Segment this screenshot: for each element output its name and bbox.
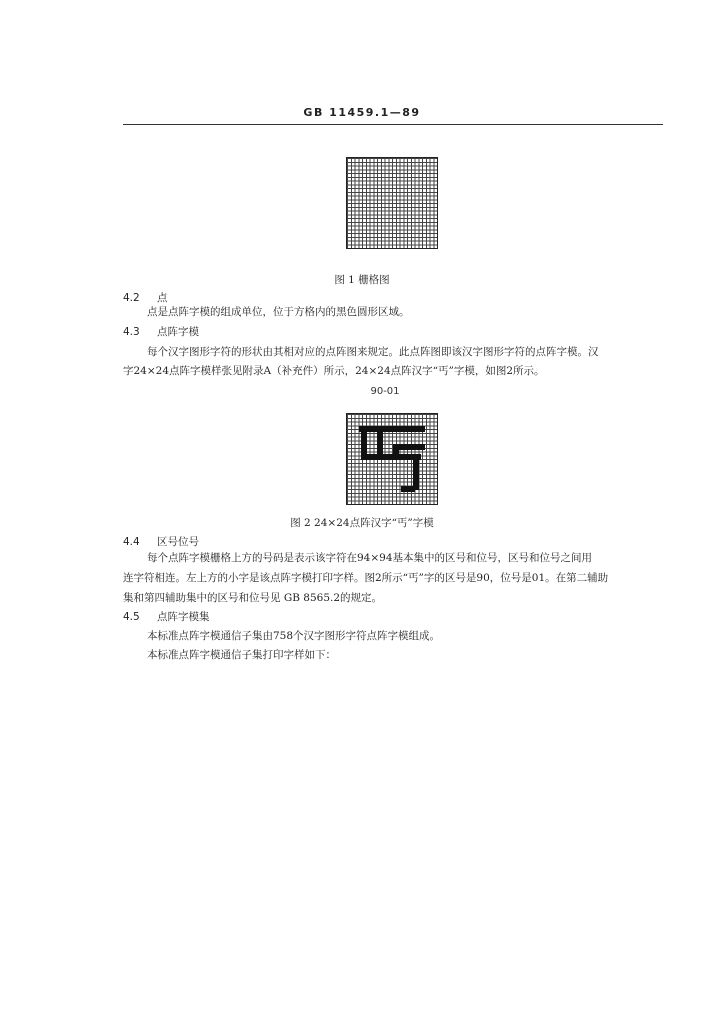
section-number: 4.2 xyxy=(123,292,140,304)
section-4-4-line2: 连字符相连。左上方的小字是该点阵字模打印字样。图2所示“丐”字的区号是90，位号是01。在第二辅助 xyxy=(123,572,609,584)
section-4-4-line3: 集和第四辅助集中的区号和位号见 GB 8565.2的规定。 xyxy=(123,592,383,604)
page-header: GB 11459.1—89 xyxy=(303,106,421,119)
header-rule xyxy=(123,124,663,125)
glyph-code: 90-01 xyxy=(370,386,400,397)
glyph-stroke xyxy=(377,432,383,456)
section-4-5-line2: 本标准点阵字模通信子集打印字样如下： xyxy=(147,649,336,661)
section-4-5-line1: 本标准点阵字模通信子集由758个汉字图形字符点阵字模组成。 xyxy=(147,630,441,642)
section-4-4-line1: 每个点阵字模栅格上方的号码是表示该字符在94×94基本集中的区号和位号，区号和位号之间用 xyxy=(147,552,593,564)
section-4-3-line1: 每个汉字图形字符的形状由其相对应的点阵图来规定。此点阵图即该汉字图形字符的点阵字模。汉 xyxy=(147,346,599,358)
section-4-4-heading xyxy=(123,534,199,549)
section-4-5-heading xyxy=(123,609,210,624)
section-number: 4.4 xyxy=(123,536,140,548)
glyph-stroke xyxy=(361,454,421,460)
section-title: 点阵字模集 xyxy=(157,611,210,623)
glyph-stroke xyxy=(401,486,415,492)
glyph-stroke xyxy=(359,426,425,432)
glyph-matrix-figure xyxy=(346,413,438,505)
grid-figure xyxy=(346,157,438,249)
section-title: 区号位号 xyxy=(157,536,199,548)
section-number: 4.3 xyxy=(123,326,140,338)
section-4-3-heading xyxy=(123,324,199,339)
section-4-2-body: 点是点阵字模的组成单位，位于方格内的黑色圆形区域。 xyxy=(147,306,410,318)
figure1-caption: 图 1 栅格图 xyxy=(334,274,390,286)
section-4-3-line2: 字24×24点阵字模样张见附录A（补充件）所示，24×24点阵汉字“丐”字模，如图2所示。 xyxy=(123,365,545,377)
figure2-caption: 图 2 24×24点阵汉字“丐”字模 xyxy=(290,517,434,529)
section-title: 点阵字模 xyxy=(157,326,199,338)
glyph-stroke xyxy=(399,444,425,450)
section-title: 点 xyxy=(157,292,168,304)
section-number: 4.5 xyxy=(123,611,140,623)
